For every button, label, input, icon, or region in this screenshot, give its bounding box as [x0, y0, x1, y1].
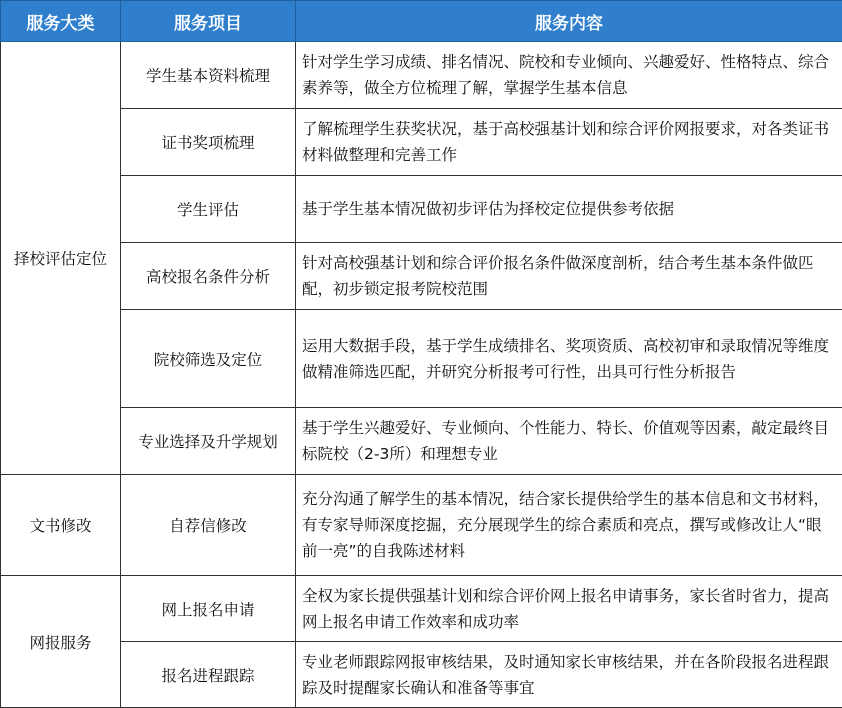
item-cell: 报名进程跟踪 — [121, 642, 296, 708]
content-cell: 全权为家长提供强基计划和综合评价网上报名申请事务，家长省时省力，提高网上报名申请工作效率和成功率 — [296, 576, 842, 642]
content-cell: 充分沟通了解学生的基本情况，结合家长提供给学生的基本信息和文书材料，有专家导师深度挖掘，充分展现学生的综合素质和亮点，撰写或修改让人“眼前一亮”的自我陈述材料 — [296, 475, 842, 576]
item-cell: 学生基本资料梳理 — [121, 42, 296, 109]
header-category: 服务大类 — [1, 1, 121, 42]
category-cell: 文书修改 — [1, 475, 121, 576]
table-row — [1, 475, 842, 576]
category-cell: 网报服务 — [1, 576, 121, 708]
table-row — [1, 243, 842, 310]
content-cell: 运用大数据手段，基于学生成绩排名、奖项资质、高校初审和录取情况等维度做精准筛选匹配，并研究分析报考可行性，出具可行性分析报告 — [296, 310, 842, 408]
header-item: 服务项目 — [121, 1, 296, 42]
header-row — [1, 1, 842, 42]
item-cell: 高校报名条件分析 — [121, 243, 296, 310]
table-row — [1, 42, 842, 109]
category-cell: 择校评估定位 — [1, 42, 121, 475]
item-cell: 自荐信修改 — [121, 475, 296, 576]
table-row — [1, 408, 842, 475]
content-cell: 针对高校强基计划和综合评价报名条件做深度剖析，结合考生基本条件做匹配，初步锁定报考院校范围 — [296, 243, 842, 310]
table-row — [1, 576, 842, 642]
item-cell: 学生评估 — [121, 176, 296, 243]
table-row — [1, 642, 842, 708]
table-row — [1, 109, 842, 176]
content-cell: 基于学生兴趣爱好、专业倾向、个性能力、特长、价值观等因素，敲定最终目标院校（2-3所）和理想专业 — [296, 408, 842, 475]
item-cell: 网上报名申请 — [121, 576, 296, 642]
content-cell: 了解梳理学生获奖状况，基于高校强基计划和综合评价网报要求，对各类证书材料做整理和完善工作 — [296, 109, 842, 176]
table-row — [1, 176, 842, 243]
content-cell: 基于学生基本情况做初步评估为择校定位提供参考依据 — [296, 176, 842, 243]
item-cell: 专业选择及升学规划 — [121, 408, 296, 475]
item-cell: 证书奖项梳理 — [121, 109, 296, 176]
content-cell: 针对学生学习成绩、排名情况、院校和专业倾向、兴趣爱好、性格特点、综合素养等，做全方位梳理了解，掌握学生基本信息 — [296, 42, 842, 109]
table-row — [1, 310, 842, 408]
content-cell: 专业老师跟踪网报审核结果，及时通知家长审核结果，并在各阶段报名进程跟踪及时提醒家长确认和准备等事宜 — [296, 642, 842, 708]
header-content: 服务内容 — [296, 1, 842, 42]
item-cell: 院校筛选及定位 — [121, 310, 296, 408]
